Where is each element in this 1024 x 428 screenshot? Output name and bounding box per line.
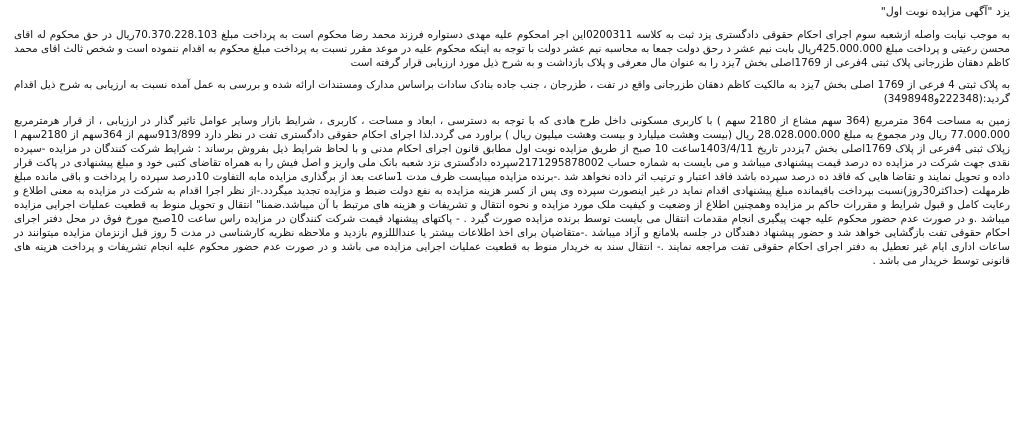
notice-title: یزد "آگهی مزایده نوبت اول" (880, 5, 1010, 18)
auction-notice-document (14, 4, 1010, 424)
paragraph-valuation-and-conditions: زمین به مساحت 364 مترمربع (364 سهم مشاع از 2180 سهم ) با کاربری مسکونی داخل طرح هادی که با توجه به دسترسی ، ابعاد و مساحت ، کاربری ، شرایط بازار وسایر عوامل تاثیر گذار در ارزیابی ، از قرار هرمترمربع 77.000.000 ریال ودر مجموع به مبلغ 28.028.000.000 ریال (بیست وهشت میلیارد و بیست وهشت میلیون ریال ) براورد می گردد.لذا اجرای احکام حقوقی دادگستری تفت در نظر دارد 913/899سهم از 364سهم از 2180سهم ا زپلاک ثبتی 4فرعی از پلاک 1769اصلی بخش 7یزددر تاریخ 1403/4/11ساعت 10 صبح از طریق مزایده نوبت اول مطابق قانون اجرای احکام مدنی و با لحاظ شرایط ذیل بفروش برساند : شرایط شرکت کنندگان در مزایده -سپرده نقدی جهت شرکت در مزایده ده درصد قیمت پیشنهادی میباشد و می بایست به شماره حساب 2171295878002سپرده دادگستری نزد شعبه بانک ملی واریز و اصل فیش را به همراه تقاضای کتبی خود و مبلغ پیشنهادی در پاکت قرار داده و تحویل نمایند و تقاضا هایی که فاقد ده درصد سپرده باشد فاقد اعتبار و ترتیب اثر داده نخواهد شد .-برنده مزایده میبایست ظرف مدت 1ساعت بعد از برگذاری مزایده مابه التفاوت 10درصد سپرده را پرداخت و باقی مانده مبلغ ظرمهلت (حداکثر30روز)نسبت بپرداخت باقیمانده مبلغ پیشنهادی اقدام نماید در غیر اینصورت سپرده وی پس از کسر هزینه مزایده به نفع دولت ضبط و مزایده تجدید میگردد.-از نظر اجرا اقدام به شرکت در مزایده به معنی اطلاع و رعایت کامل و قبول شرایط و مقررات حاکم بر مزایده وهمچنین اطلاع از وضعیت و کیفیت ملک مورد مزایده و نحوه انتقال و تشریفات و هزینه های مرتبط با آن میباشد.ضمنا" انتقال و تحویل منوط به قطعیت عملیات اجرایی مزایده میباشد .و در صورت عدم حضور محکوم علیه جهت پیگیری انجام مقدمات انتقال می بایست توسط برنده مزایده صورت گیرد . - پاکتهای پیشنهاد قیمت شرکت کنندگان در مزایده راس ساعت 10صبح مورخ فوق در محل دفتر اجرای احکام حقوقی تفت بازگشایی خواهد شد و حضور پیشنهاد دهندگان در جلسه بلامانع و آزاد میباشد .-متقاضیان برای اخذ اطلاعات بیشتر یا عندالللزوم بازدید و ملاحظه نظریه کارشناسی در مدت 5 روز قبل ازنزمان مزایده میتوانند در ساعات اداری ایام غیر تعطیل به دفتر اجرای احکام حقوقی تفت مراجعه نمایند .- انتقال سند به خریدار منوط به قطعیت عملیات اجرایی مزایده می باشد و در صورت عدم حضور محکوم علیه انجام تشریفات و پرداخت هزینه های قانونی توسط خریدار می باشد . (14, 115, 1011, 267)
paragraph-judgment-details: به موجب نیابت واصله ازشعبه سوم اجرای احکام حقوقی دادگستری یزد ثبت به کلاسه 0200311این اجر امحکوم علیه مهدی دستواره فرزند محمد رضا محکوم است به پرداخت مبلغ 70.370.228.103ریال در حق محکوم له اقای محسن رعیتی و پرداخت مبلغ 425.000.000ریال بابت نیم عشر د رحق دولت جمعا به محاسبه نیم عشر دولت با توجه به اینکه محکوم علیه در موعد مقرر نسبت به پرداخت مبلغ محکوم به اقدام ننموده است و شخص ثالث اقای محمد کاظم دهقان طزرجانی پلاک ثبتی 4فرعی از 1769اصلی بخش 7یزد را به عنوان مال معرفی و پلاک بازداشت و به شرح ذیل مورد ارزیابی قرار گرفته است (14, 29, 1011, 69)
paragraph-property-plate: به پلاک ثبتی 4 فرعی از 1769 اصلی بخش 7یزد به مالکیت کاظم دهقان طزرجانی واقع در تفت ، طزرجان ، جنب جاده بنادک سادات براساس مدارک ومستندات ارائه شده و بررسی به عمل آمده نسبت به ارزیابی به شرح ذیل اقدام گردید:(222348و3498948) (14, 79, 1010, 105)
